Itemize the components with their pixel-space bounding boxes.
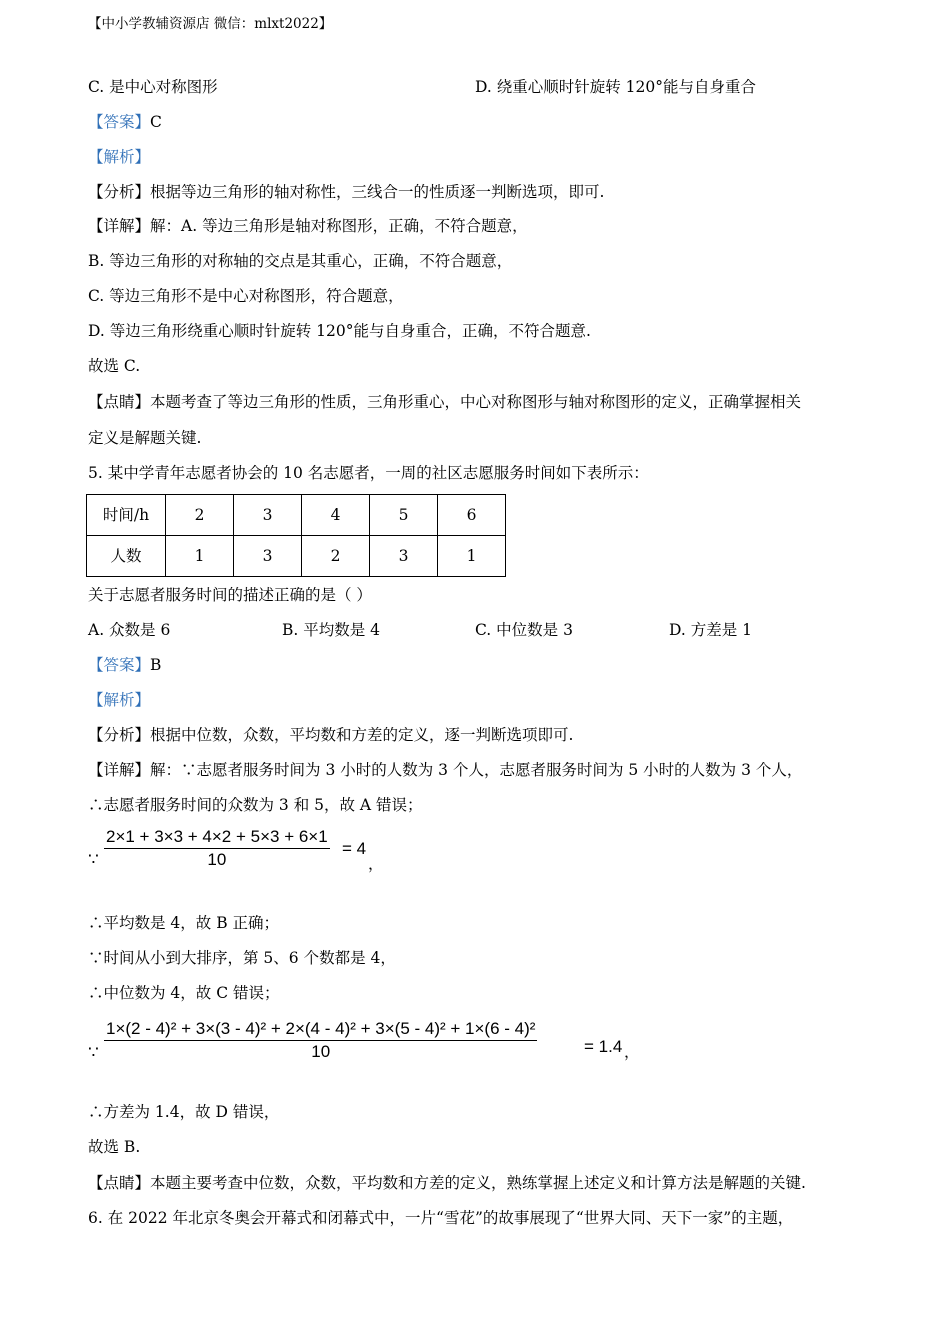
variance-denominator: 10 — [311, 1042, 331, 1061]
variance-fraction — [104, 1018, 537, 1063]
q5-option-b: B. 平均数是 4 — [282, 621, 381, 639]
q4-fenxi — [88, 182, 604, 202]
dianjing-tag: 【点睛】 — [88, 393, 151, 411]
q4-answer — [88, 112, 162, 132]
xiangjie-tag: 【详解】 — [88, 761, 151, 779]
table-cell: 3 — [234, 536, 302, 577]
q5-option-d: D. 方差是 1 — [669, 621, 753, 639]
q4-option-c: C. 是中心对称图形 — [88, 78, 218, 96]
answer-tag: 【答案】 — [88, 113, 151, 131]
q5-stem: 5. 某中学青年志愿者协会的 10 名志愿者，一周的社区志愿服务时间如下表所示： — [88, 464, 649, 482]
q5-variance-line: ∴方差为 1.4，故 D 错误， — [88, 1103, 280, 1121]
q5-answer — [88, 655, 161, 675]
mean-result: = 4 — [342, 839, 367, 858]
table-cell: 人数 — [87, 536, 166, 577]
q5-option-a: A. 众数是 6 — [88, 621, 171, 639]
q5-mode-line: ∴志愿者服务时间的众数为 3 和 5，故 A 错误； — [88, 796, 423, 814]
table-cell: 时间/h — [87, 495, 166, 536]
q5-analysis-tag: 【解析】 — [88, 691, 151, 709]
q4-option-d: D. 绕重心顺时针旋转 120°能与自身重合 — [475, 78, 756, 96]
q5-question: 关于志愿者服务时间的描述正确的是（ ） — [88, 586, 372, 604]
q4-dianjing — [88, 392, 801, 412]
xiangjie-tag: 【详解】 — [88, 217, 151, 235]
table-cell: 3 — [370, 536, 438, 577]
q5-xiangjie — [88, 760, 802, 780]
answer-value: C — [150, 113, 162, 131]
table-cell: 2 — [302, 536, 370, 577]
table-cell: 1 — [166, 536, 234, 577]
mean-numerator: 2×1 + 3×3 + 4×2 + 5×3 + 6×1 — [106, 827, 328, 846]
dianjing-text: 本题考查了等边三角形的性质，三角形重心，中心对称图形与轴对称图形的定义，正确掌握相关 — [150, 393, 802, 411]
dianjing-text: 本题主要考查中位数，众数，平均数和方差的定义，熟练掌握上述定义和计算方法是解题的关键. — [150, 1174, 806, 1192]
q6-stem: 6. 在 2022 年北京冬奥会开幕式和闭幕式中，一片“雪花”的故事展现了“世界大同、天下一家”的主题， — [88, 1209, 794, 1227]
q5-mean-line: ∴平均数是 4，故 B 正确； — [88, 914, 280, 932]
q4-line-d: D. 等边三角形绕重心顺时针旋转 120°能与自身重合，正确，不符合题意. — [88, 322, 591, 340]
xiangjie-text: 解：A. 等边三角形是轴对称图形，正确，不符合题意， — [150, 217, 528, 235]
variance-result: = 1.4 — [584, 1037, 623, 1056]
since-symbol: ∵ — [88, 850, 99, 870]
q4-dianjing-cont: 定义是解题关键. — [88, 429, 202, 447]
answer-value: B — [150, 656, 162, 674]
q5-choose: 故选 B. — [88, 1138, 141, 1156]
fenxi-tag: 【分析】 — [88, 183, 151, 201]
table-cell: 6 — [438, 495, 506, 536]
mean-fraction — [104, 826, 330, 871]
fenxi-tag: 【分析】 — [88, 726, 151, 744]
comma: ， — [624, 1043, 640, 1061]
q5-dianjing — [88, 1173, 806, 1193]
volunteer-time-table — [86, 494, 506, 577]
q4-line-b: B. 等边三角形的对称轴的交点是其重心，正确，不符合题意， — [88, 252, 513, 270]
since-symbol: ∵ — [88, 1043, 99, 1063]
q5-option-c: C. 中位数是 3 — [475, 621, 573, 639]
table-cell: 2 — [166, 495, 234, 536]
dianjing-tag: 【点睛】 — [88, 1174, 151, 1192]
q4-xiangjie — [88, 216, 528, 236]
table-cell: 4 — [302, 495, 370, 536]
fenxi-text: 根据中位数，众数，平均数和方差的定义，逐一判断选项即可. — [150, 726, 574, 744]
answer-tag: 【答案】 — [88, 656, 151, 674]
variance-numerator: 1×(2 - 4)² + 3×(3 - 4)² + 2×(4 - 4)² + 3×(5 - 4)² + 1×(6 - 4)² — [106, 1019, 536, 1038]
table-cell: 1 — [438, 536, 506, 577]
mean-denominator: 10 — [207, 850, 227, 869]
q5-median-line: ∴中位数为 4，故 C 错误； — [88, 984, 280, 1002]
q4-choose: 故选 C. — [88, 357, 141, 375]
comma: ， — [368, 855, 384, 873]
q4-analysis-tag: 【解析】 — [88, 148, 151, 166]
table-row — [87, 536, 506, 577]
q5-fenxi — [88, 725, 573, 745]
q4-line-c: C. 等边三角形不是中心对称图形，符合题意， — [88, 287, 404, 305]
table-cell: 5 — [370, 495, 438, 536]
table-row — [87, 495, 506, 536]
q5-sort-line: ∵时间从小到大排序，第 5、6 个数都是 4， — [88, 949, 396, 967]
table-cell: 3 — [234, 495, 302, 536]
page-header: 【中小学教辅资源店 微信：mlxt2022】 — [88, 16, 333, 32]
xiangjie-text: 解：∵志愿者服务时间为 3 小时的人数为 3 个人，志愿者服务时间为 5 小时的人数为 3 个人， — [150, 761, 803, 779]
fenxi-text: 根据等边三角形的轴对称性，三线合一的性质逐一判断选项，即可. — [150, 183, 605, 201]
